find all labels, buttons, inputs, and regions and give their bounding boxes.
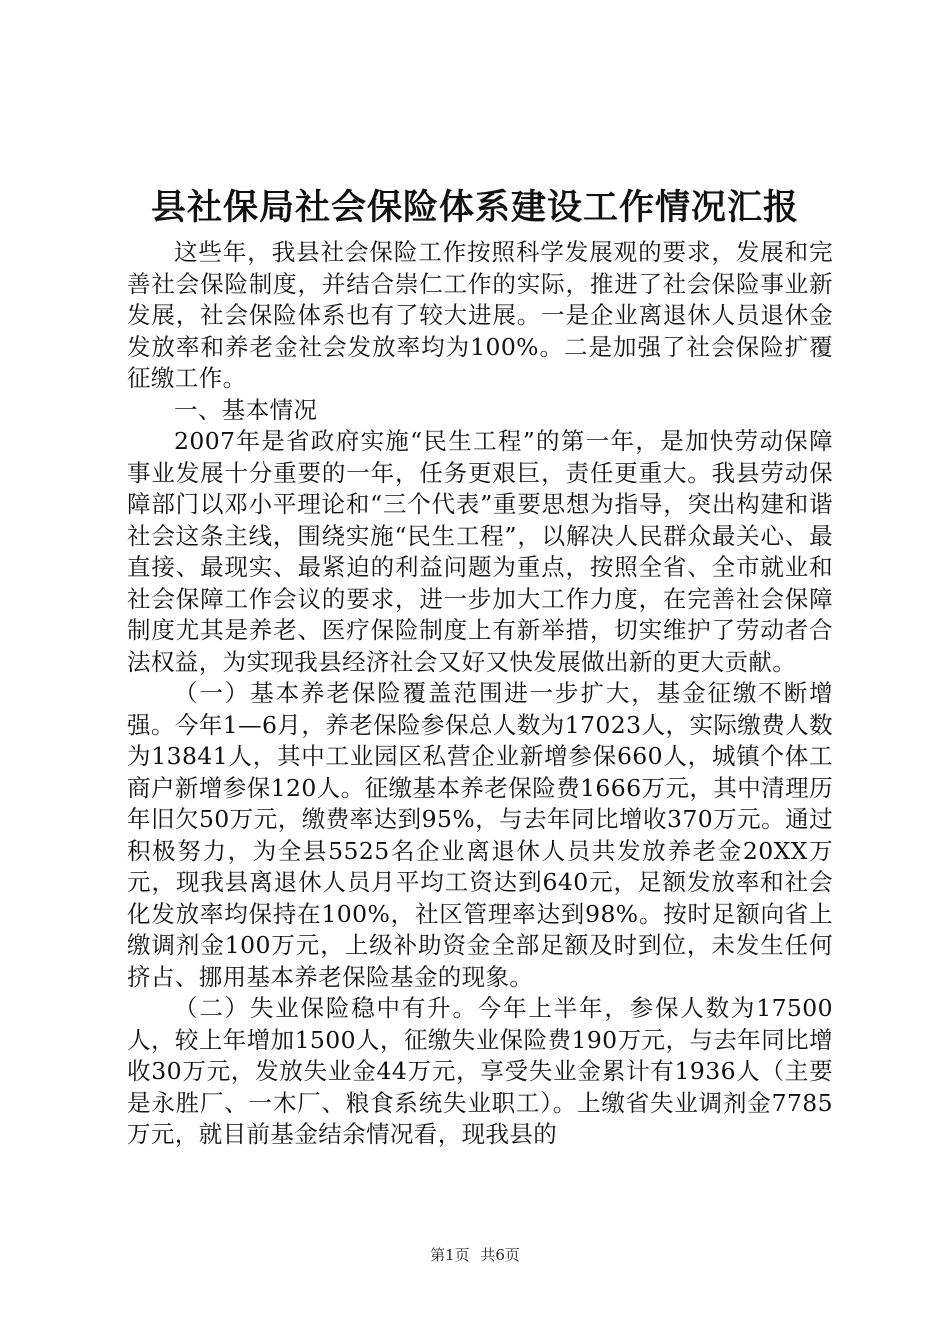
section-heading-basic-situation: 一、基本情况 <box>174 395 318 424</box>
document-body <box>127 237 833 1151</box>
document-title: 县社保局社会保险体系建设工作情况汇报 <box>150 187 799 228</box>
pension-insurance-paragraph: （一）基本养老保险覆盖范围进一步扩大，基金征缴不断增强。今年1—6月，养老保险参保总人数为17023人，实际缴费人数为13841人，其中工业园区私营企业新增参保660人，城镇个体工商户新增参保120人。征缴基本养老保险费1666万元，其中清理历年旧欠50万元，缴费率达到95%，与去年同比增收370万元。通过积极努力，为全县5525名企业离退休人员共发放养老金20XX万元，现我县离退休人员月平均工资达到640元，足额发放率和社会化发放率均保持在100%，社区管理率达到98%。按时足额向省上缴调剂金100万元，上级补助资金全部足额及时到位，未发生任何挤占、挪用基本养老保险基金的现象。 <box>127 679 833 991</box>
page-total: 共6页 <box>480 1246 520 1264</box>
overview-paragraph: 2007年是省政府实施“民生工程”的第一年，是加快劳动保障事业发展十分重要的一年，任务更艰巨，责任更重大。我县劳动保障部门以邓小平理论和“三个代表”重要思想为指导，突出构建和谐社会这条主线，围绕实施“民生工程”，以解决人民群众最关心、最直接、最现实、最紧迫的利益问题为重点，按照全省、全市就业和社会保障工作会议的要求，进一步加大工作力度，在完善社会保障制度尤其是养老、医疗保险制度上有新举措，切实维护了劳动者合法权益，为实现我县经济社会又好又快发展做出新的更大贡献。 <box>127 427 833 676</box>
page-footer <box>0 1245 950 1265</box>
page-number: 第1页 <box>430 1246 470 1264</box>
intro-paragraph: 这些年，我县社会保险工作按照科学发展观的要求，发展和完善社会保险制度，并结合崇仁工作的实际，推进了社会保险事业新发展，社会保险体系也有了较大进展。一是企业离退休人员退休金发放率和养老金社会发放率均为100%。二是加强了社会保险扩覆征缴工作。 <box>127 238 833 392</box>
unemployment-insurance-paragraph: （二）失业保险稳中有升。今年上半年，参保人数为17500人，较上年增加1500人，征缴失业保险费190万元，与去年同比增收30万元，发放失业金44万元，享受失业金累计有1936人（主要是永胜厂、一木厂、粮食系统失业职工）。上缴省失业调剂金7785万元，就目前基金结余情况看，现我县的 <box>127 994 833 1148</box>
